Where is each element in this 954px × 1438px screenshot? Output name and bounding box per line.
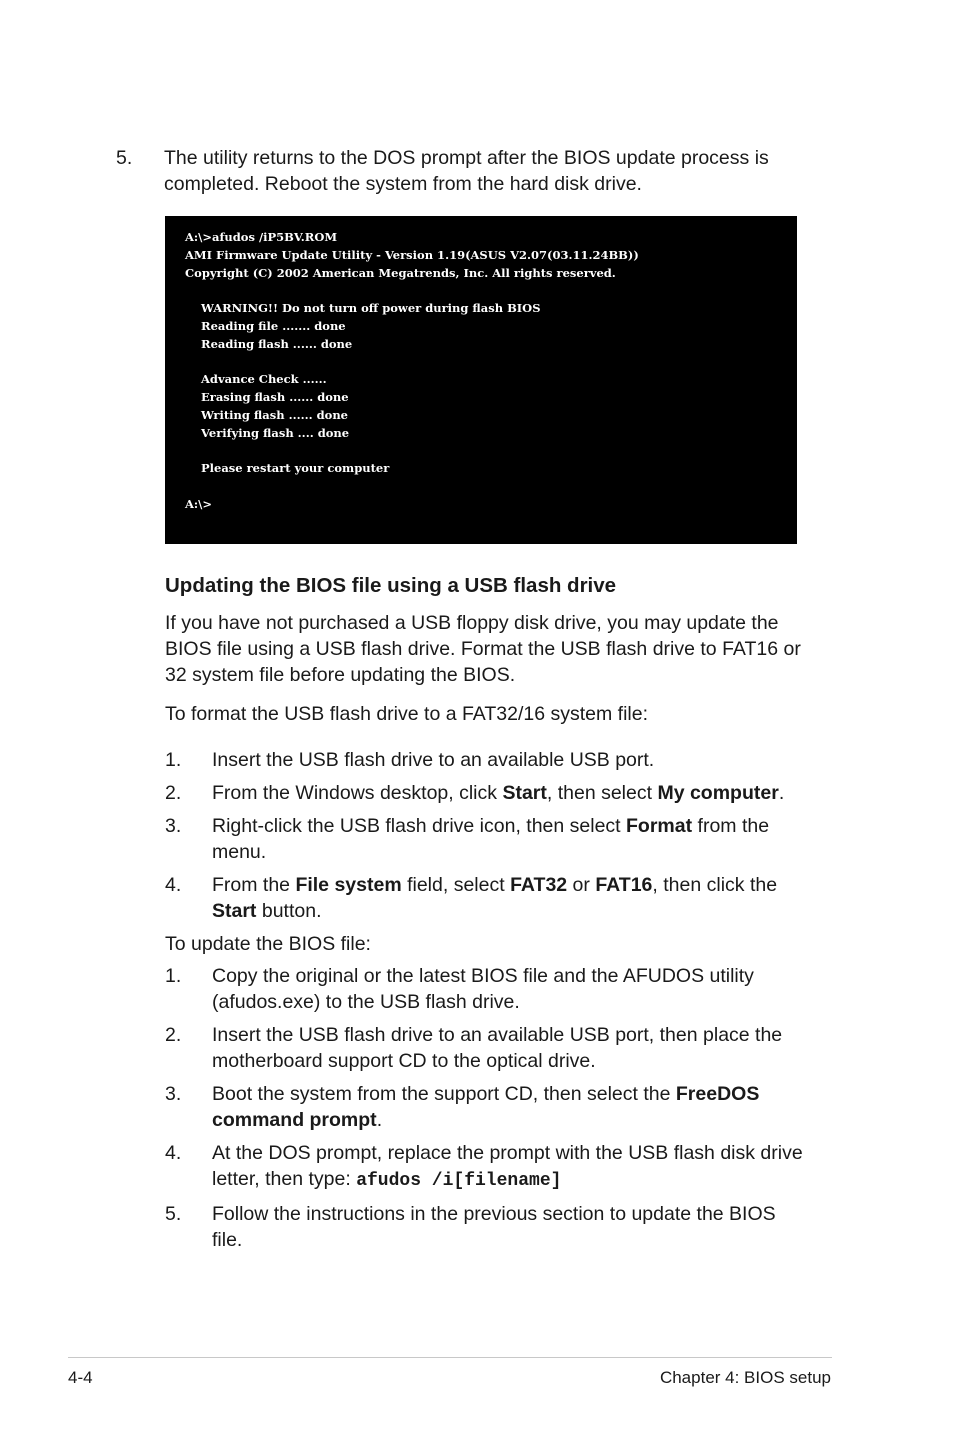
- ui-term: Format: [626, 815, 693, 837]
- usb-update-section: [165, 572, 805, 1260]
- section-title: Updating the BIOS file using a USB flash drive: [165, 574, 617, 597]
- step-number: 2.: [165, 1024, 182, 1046]
- list-item: [165, 1201, 805, 1253]
- step-number: 2.: [165, 782, 182, 804]
- step-number: 4.: [165, 1142, 182, 1164]
- console-line: A:\>afudos /iP5BV.ROM: [185, 230, 338, 244]
- step-number: 3.: [165, 815, 182, 837]
- step-text: or: [567, 874, 596, 896]
- section-intro: If you have not purchased a USB floppy disk drive, you may update the BIOS file using a USB flash drive. Format the USB flash drive to FAT16 or 32 system file before updating the BIOS.: [165, 612, 801, 686]
- format-steps-list: [165, 747, 805, 924]
- step-text: Insert the USB flash drive to an available USB port, then place the motherboard support CD to the optical drive.: [212, 1024, 783, 1072]
- console-line: [185, 282, 777, 300]
- ui-term: Start: [212, 900, 257, 922]
- intro-step-text: The utility returns to the DOS prompt after the BIOS update process is completed. Reboot the system from the hard disk drive.: [164, 147, 769, 195]
- step-text: button.: [256, 900, 322, 922]
- console-line: [185, 443, 777, 461]
- console-line: [185, 478, 777, 496]
- step-text: field, select: [401, 874, 511, 896]
- console-line: Verifying flash .... done: [185, 425, 350, 440]
- step-text: From the: [212, 874, 296, 896]
- step-text: from the menu.: [212, 815, 770, 863]
- step-text: Right-click the USB flash drive icon, then select: [212, 815, 627, 837]
- page-number: 4-4: [68, 1368, 93, 1387]
- console-line: Advance Check ......: [185, 372, 327, 387]
- ui-term: FAT32: [510, 874, 568, 896]
- chapter-label: Chapter 4: BIOS setup: [659, 1368, 831, 1387]
- list-item: [165, 963, 805, 1015]
- list-item: [165, 780, 805, 806]
- step-text: At the DOS prompt, replace the prompt with the USB flash disk drive letter, then type:: [212, 1142, 803, 1190]
- dos-console-screenshot: [165, 216, 797, 544]
- console-line: Copyright (C) 2002 American Megatrends, Inc. All rights reserved.: [185, 265, 616, 280]
- console-line: A:\>: [185, 496, 213, 511]
- step-text: Copy the original or the latest BIOS file and the AFUDOS utility (afudos.exe) to the USB flash drive.: [212, 965, 754, 1013]
- step-text: , then select: [546, 782, 658, 804]
- console-line: Writing flash ...... done: [185, 407, 348, 422]
- list-item: [165, 813, 805, 865]
- console-line: [185, 354, 777, 372]
- step-text: From the Windows desktop, click: [212, 782, 503, 804]
- list-item: [165, 1140, 805, 1194]
- format-heading: To format the USB flash drive to a FAT32/16 system file:: [165, 703, 649, 725]
- console-line: Reading file ....... done: [185, 318, 346, 333]
- intro-step-number: 5.: [116, 147, 133, 169]
- update-heading: To update the BIOS file:: [165, 933, 371, 955]
- command-text: afudos /i[filename]: [356, 1171, 562, 1191]
- step-text: .: [778, 782, 785, 804]
- step-text: Boot the system from the support CD, then select the: [212, 1083, 676, 1105]
- ui-term: My computer: [657, 782, 779, 804]
- console-line: Reading flash ...... done: [185, 336, 353, 351]
- list-item: [165, 872, 805, 924]
- step-number: 3.: [165, 1083, 182, 1105]
- intro-step: [116, 145, 796, 197]
- step-number: 1.: [165, 965, 182, 987]
- step-text: , then click the: [652, 874, 778, 896]
- list-item: [165, 747, 805, 773]
- ui-term: File system: [295, 874, 402, 896]
- step-number: 4.: [165, 874, 182, 896]
- console-line: WARNING!! Do not turn off power during flash BIOS: [185, 301, 541, 316]
- step-text: Insert the USB flash drive to an available USB port.: [212, 749, 655, 771]
- ui-term: FreeDOS command prompt: [212, 1083, 760, 1131]
- step-text: Follow the instructions in the previous section to update the BIOS file.: [212, 1203, 776, 1251]
- list-item: [165, 1081, 805, 1133]
- ui-term: FAT16: [595, 874, 653, 896]
- footer-divider: [68, 1357, 832, 1358]
- step-number: 1.: [165, 749, 182, 771]
- ui-term: Start: [502, 782, 547, 804]
- console-line: Please restart your computer: [185, 461, 390, 476]
- update-steps-list: [165, 963, 805, 1253]
- step-text: .: [376, 1109, 383, 1131]
- step-number: 5.: [165, 1203, 182, 1225]
- list-item: [165, 1022, 805, 1074]
- console-line: Erasing flash ...... done: [185, 390, 349, 405]
- console-line: AMI Firmware Update Utility - Version 1.19(ASUS V2.07(03.11.24BB)): [185, 247, 639, 262]
